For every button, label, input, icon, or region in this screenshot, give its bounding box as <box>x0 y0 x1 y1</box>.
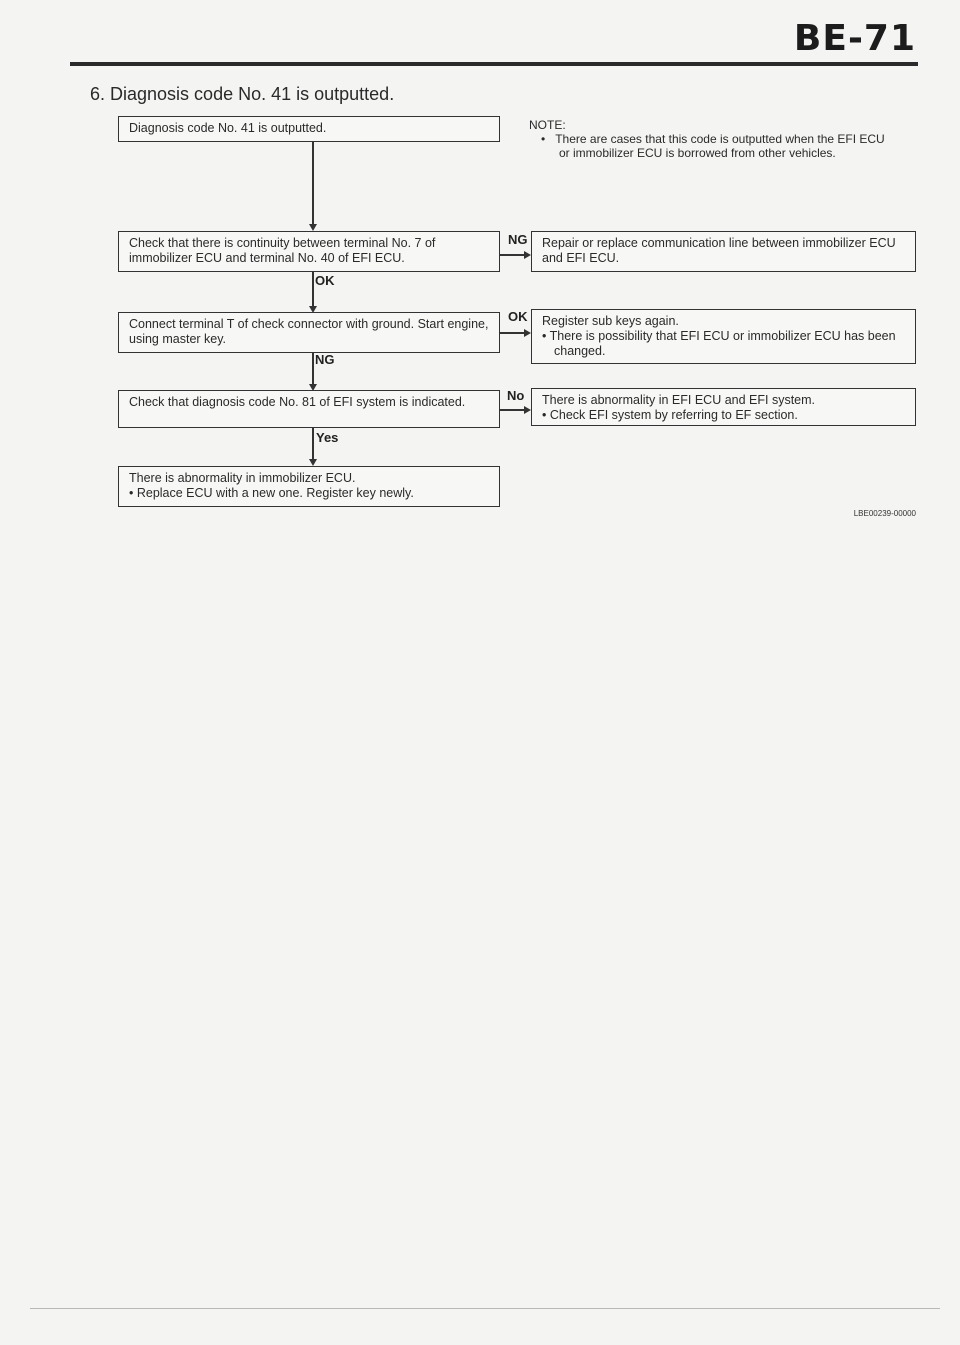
step1-box <box>118 231 500 272</box>
note-bullet: • <box>541 132 546 146</box>
step2-ok-result-line1: Register sub keys again. <box>542 314 679 328</box>
arrow-right-icon <box>524 406 531 414</box>
page-number: BE-71 <box>793 18 916 59</box>
step2-ok-result-line2: • There is possibility that EFI ECU or immobilizer ECU has been changed. <box>542 329 896 358</box>
header-rule <box>70 62 918 66</box>
step2-box <box>118 312 500 353</box>
step3-no-result-line1: There is abnormality in EFI ECU and EFI system. <box>542 393 816 407</box>
final-box <box>118 466 500 507</box>
final-line1: There is abnormality in immobilizer ECU. <box>129 471 356 485</box>
step3-text: Check that diagnosis code No. 81 of EFI system is indicated. <box>129 395 466 409</box>
note-body: There are cases that this code is outputted when the EFI ECU or immobilizer ECU is borrowed from other vehicles. <box>555 132 885 160</box>
arrow-right-icon <box>524 329 531 337</box>
step1-ok-label: OK <box>315 273 335 288</box>
step3-yes-label: Yes <box>316 430 339 445</box>
connector-step2-ok <box>500 332 525 334</box>
step3-box <box>118 390 500 428</box>
flow-start-box <box>118 116 500 142</box>
step3-no-label: No <box>507 388 525 403</box>
step1-ng-label: NG <box>508 232 528 247</box>
step1-text: Check that there is continuity between terminal No. 7 of immobilizer ECU and terminal No. 40 of EFI ECU. <box>129 236 436 265</box>
section-title: 6. Diagnosis code No. 41 is outputted. <box>90 84 395 104</box>
note-text <box>529 132 889 160</box>
arrow-right-icon <box>524 251 531 259</box>
step3-no-result-line2: • Check EFI system by referring to EF section. <box>542 408 798 422</box>
step2-ng-label: NG <box>315 352 335 367</box>
step1-ng-result-box <box>531 231 916 272</box>
connector-step3-final <box>312 428 314 461</box>
step1-ng-result-text: Repair or replace communication line between immobilizer ECU and EFI ECU. <box>542 236 896 265</box>
step2-ok-label: OK <box>508 309 528 324</box>
step3-no-result-box <box>531 388 916 426</box>
document-code: LBE00239-00000 <box>853 509 916 518</box>
connector-step2-step3 <box>312 353 314 386</box>
step2-text: Connect terminal T of check connector with ground. Start engine, using master key. <box>129 317 489 346</box>
connector-step1-ng <box>500 254 525 256</box>
footer-rule <box>30 1308 940 1309</box>
flow-start-text: Diagnosis code No. 41 is outputted. <box>129 121 327 135</box>
arrow-down-icon <box>309 224 317 231</box>
step2-ok-result-box <box>531 309 916 364</box>
arrow-down-icon <box>309 459 317 466</box>
note-title: NOTE: <box>529 118 566 132</box>
connector-step1-step2 <box>312 272 314 308</box>
connector-step3-no <box>500 409 525 411</box>
note <box>529 118 889 160</box>
connector-start-step1 <box>312 142 314 226</box>
final-line2: • Replace ECU with a new one. Register key newly. <box>129 486 414 500</box>
